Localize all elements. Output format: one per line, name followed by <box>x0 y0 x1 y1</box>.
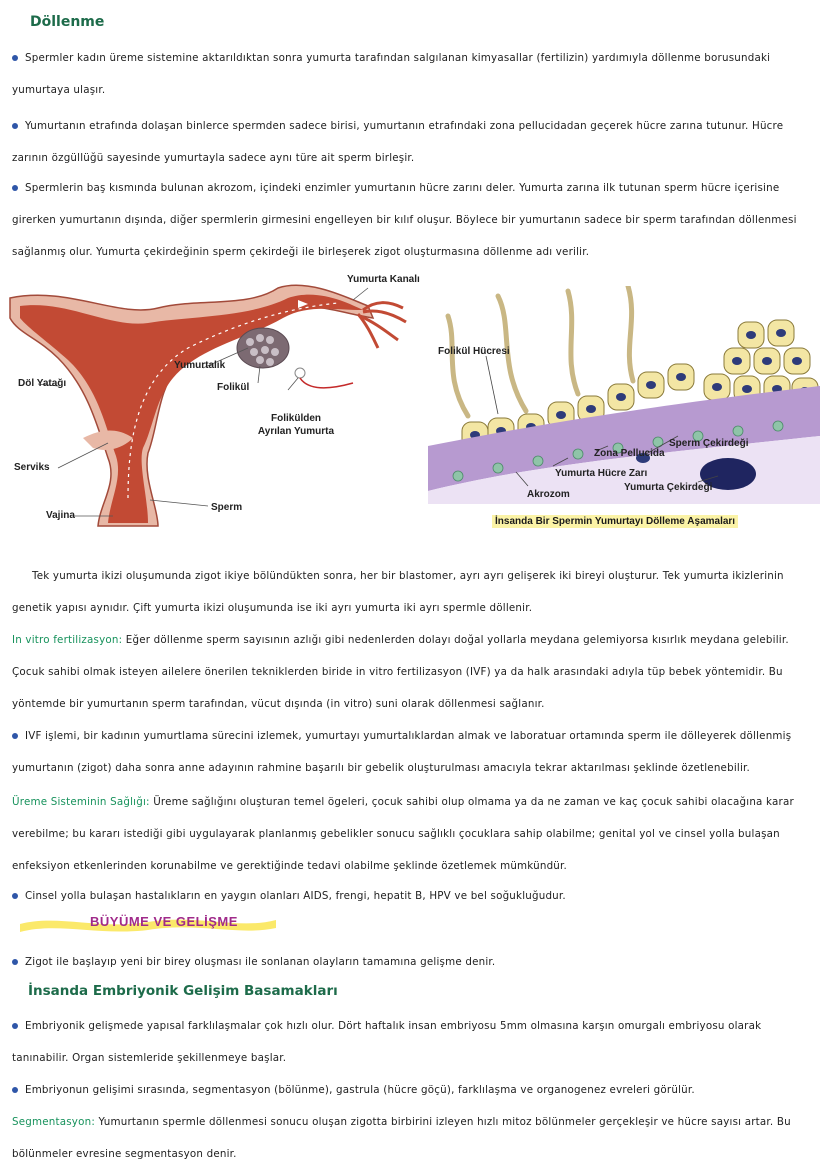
bullet-icon <box>12 733 18 739</box>
segmentation-paragraph <box>12 1106 818 1170</box>
label-sperm: Sperm <box>211 502 243 513</box>
ivf-text: Eğer döllenme sperm sayısının azlığı gibi nedenlerden dolayı doğal yollarla meydana gelemiyorsa kısırlık meydana gelebilir. Çocuk sahibi olmak isteyen ailelere önerilen tekniklerden biride in vitro fertilizasyon (IVF) ya da halk arasındaki adıyla tüp bebek yöntemidir. Bu yöntemde bir yumurtanın sperm tarafından, vücut dışında (in vitro) suni olarak döllenmesi sağlanır. <box>12 634 789 710</box>
label-egg-membrane: Yumurta Hücre Zarı <box>555 468 648 479</box>
ivf-paragraph <box>12 624 818 720</box>
health-paragraph <box>12 786 818 882</box>
health-label: Üreme Sisteminin Sağlığı: <box>12 796 150 808</box>
embryo-bullet-1-text: Embriyonik gelişmede yapısal farklılaşmalar çok hızlı olur. Dört haftalık insan embriyosu 5mm olmasına karşın omurgalı embriyosu olarak tanınabilir. Organ sistemleride şekillenmeye başlar. <box>12 1020 762 1064</box>
ivf-label: In vitro fertilizasyon: <box>12 634 123 646</box>
embryo-bullet-2-text: Embriyonun gelişimi sırasında, segmentasyon (bölünme), gastrula (hücre göçü), farklılaşma ve organogenez evreleri görülür. <box>25 1084 695 1096</box>
label-follicle-cell: Folikül Hücresi <box>438 346 510 357</box>
embryo-bullet-1 <box>12 1010 818 1074</box>
intro-text-1: Spermler kadın üreme sistemine aktarıldıktan sonra yumurta tarafından salgılanan kimyasallar (fertilizin) yardımıyla döllenme borusundaki yumurtaya ulaşır. <box>12 52 771 96</box>
embryo-bullet-2 <box>12 1074 818 1106</box>
label-cervix: Serviks <box>14 462 50 473</box>
intro-paragraph-2 <box>12 110 818 174</box>
ivf-bullet <box>12 720 818 784</box>
label-acrosome: Akrozom <box>527 489 570 500</box>
bullet-icon <box>12 959 18 965</box>
twins-paragraph: Tek yumurta ikizi oluşumunda zigot ikiye bölündükten sonra, her bir blastomer, ayrı ayrı gelişerek iki bireyi oluşturur. Tek yumurta ikizlerinin genetik yapısı aynıdır. Çift yumurta ikizi oluşumunda ise iki ayrı yumurta iki ayrı spermle döllenir. <box>12 570 784 614</box>
ivf-bullet-text: IVF işlemi, bir kadının yumurtlama sürecini izlemek, yumurtayı yumurtalıklardan almak ve laboratuar ortamında sperm ile dölleyerek döllenmiş yumurtanın (zigot) daha sonra anne adayının rahmine başarılı bir gebelik oluşturulması amacıyla tekrar aktarılması şeklinde özetlenebilir. <box>12 730 792 774</box>
label-follicle: Folikül <box>217 382 250 393</box>
segmentation-text: Yumurtanın spermle döllenmesi sonucu oluşan zigotta birbirini izleyen hızlı mitoz bölünmeler gerçekleşir ve hücre sayısı artar. Bu bölünmeler evresine segmentasyon denir. <box>12 1116 791 1160</box>
label-uterine-tube: Yumurta Kanalı <box>347 274 420 285</box>
health-text: Üreme sağlığını oluşturan temel ögeleri, çocuk sahibi olup olmama ya da ne zaman ve kaç çocuk sahibi olacağına karar verebilme; bu kararı istediği gibi uygulayarak planlanmış gebelikler sonucu sağlıklı çocuklara sahip olabilme; genital yol ve cinsel yolla bulaşan enfeksiyon etkenlerinden korunabilme ve gerektiğinde tedavi olabilme şeklinde özetlemek mümkündür. <box>12 796 794 872</box>
label-zona-pellucida: Zona Pellucida <box>594 448 665 459</box>
bullet-icon <box>12 55 18 61</box>
label-released-egg: Folikülden Ayrılan Yumurta <box>257 413 335 437</box>
bullet-icon <box>12 1023 18 1029</box>
intro-paragraph-1 <box>12 42 818 106</box>
intro-text-2: Yumurtanın etrafında dolaşan binlerce spermden sadece birisi, yumurtanın etrafındaki zona pellucidadan geçerek hücre zarına tutunur. Hücre zarının özgüllüğü sayesinde yumurtayla sadece aynı türe ait sperm birleşir. <box>12 120 784 164</box>
bullet-icon <box>12 893 18 899</box>
label-ovary: Yumurtalık <box>174 360 226 371</box>
bullet-icon <box>12 185 18 191</box>
bullet-icon <box>12 1087 18 1093</box>
intro-paragraph-3 <box>12 172 818 268</box>
label-vagina: Vajina <box>46 510 75 521</box>
label-uterus: Döl Yatağı <box>18 378 67 389</box>
growth-bullet-text: Zigot ile başlayıp yeni bir birey oluşması ile sonlanan olayların tamamına gelişme denir. <box>25 956 496 968</box>
figure-caption: İnsanda Bir Spermin Yumurtayı Dölleme Aşamaları <box>492 515 738 528</box>
segmentation-label: Segmentasyon: <box>12 1116 95 1128</box>
growth-bullet <box>12 946 818 978</box>
section-title: BÜYÜME VE GELİŞME <box>90 914 238 929</box>
label-sperm-nucleus: Sperm Çekirdeği <box>669 438 749 449</box>
intro-text-3: Spermlerin baş kısmında bulunan akrozom, içindeki enzimler yumurtanın hücre zarını deler. Yumurta zarına ilk tutunan sperm hücre içerisine girerken yumurtanın dışında, diğer spermlerin girmesini engelleyen bir kılıf oluşur. Böylece bir yumurtanın sadece bir sperm tarafından döllenmesi sağlanmış olur. Yumurta çekirdeğinin sperm çekirdeği ile birleşerek zigot oluşturmasına döllenme adı verilir. <box>12 182 797 258</box>
label-egg-nucleus: Yumurta Çekirdeği <box>624 482 713 493</box>
subheading: İnsanda Embriyonik Gelişim Basamakları <box>28 983 338 999</box>
reproductive-system-figure <box>8 278 423 530</box>
std-bullet <box>12 880 818 912</box>
page-title: Döllenme <box>30 14 105 30</box>
bullet-icon <box>12 123 18 129</box>
std-bullet-text: Cinsel yolla bulaşan hastalıkların en yaygın olanları AIDS, frengi, hepatit B, HPV ve bel soğukluğudur. <box>25 890 566 902</box>
